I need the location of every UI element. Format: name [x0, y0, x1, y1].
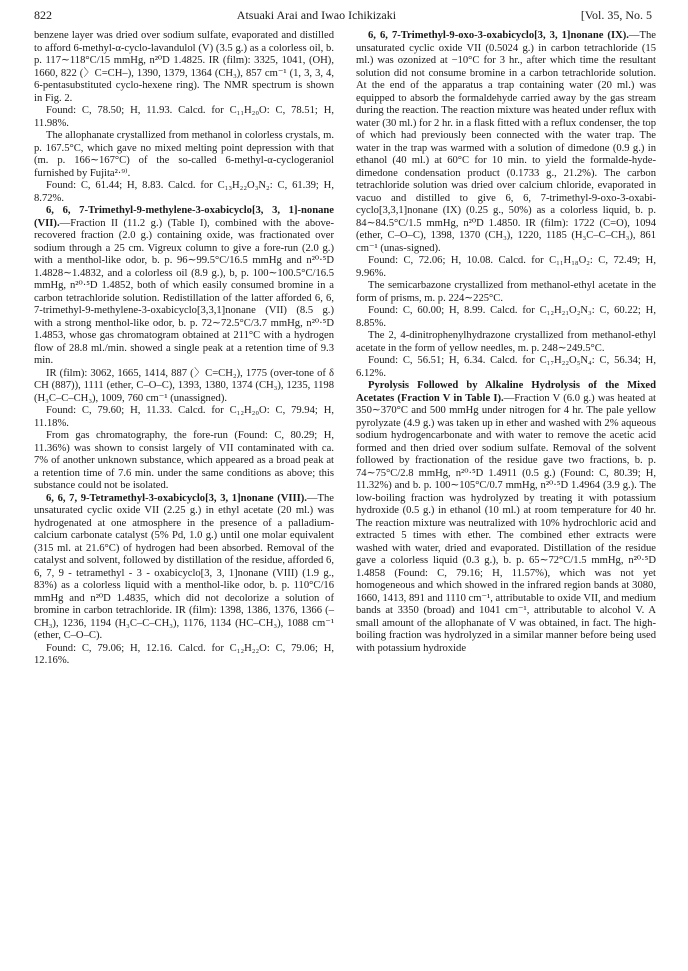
section-paragraph [356, 30, 656, 255]
paragraph: From gas chromatography, the fore-run (Found: C, 80.29; H, 11.36%) was shown to consist largely of VII contaminated with ca. 7% of another unknown substance, which appeared as a broad peak at a retention time of 7.6 min. under the same conditions as above; this substance could not be isolated. [34, 430, 334, 491]
paragraph: The allophanate crystallized from methanol in colorless crystals, m. p. 167.5°C, which gave no mixed melting point depression with that (m. p. 166∼167°C) of the so-called 6-methyl-α-cyclogeraniol furnished by Fujita²·⁹⁾. [34, 130, 334, 179]
analysis-line: Found: C, 79.06; H, 12.16. Calcd. for C₁₂H₂₂O: C, 79.06; H, 12.16%. [34, 642, 334, 666]
section-heading: 6, 6, 7-Trimethyl-9-oxo-3-oxabicyclo[3, 3, 1]nonane (IX). [368, 30, 629, 41]
left-column [34, 30, 334, 668]
running-header [34, 8, 652, 26]
paragraph: IR (film): 3062, 1665, 1414, 887 (〉C=CH₂), 1775 (over-tone of δ CH (887)), 1111 (ether, C–O–C), 1393, 1380, 1374 (CH₃), 1235, 1198 (H₃C–C–CH₃), 1009, 760 cm⁻¹ (unassigned). [34, 367, 334, 404]
author-line: Atsuaki Arai and Iwao Ichikizaki [236, 8, 397, 22]
section-text: —Fraction II (11.2 g.) (Table I), combined with the above-recovered fraction (2.0 g.) containing oxide, was fractionated over sodium through a 25 cm. Vigreux column to give a fore-run (2.0 g.) with a menthol-like odor, b. p. 96∼99.5°C/16.5 mmHg and n²⁰·⁵D 1.4828∼1.4832, and a colorless oil (8.9 g.), b, p. 100∼100.5°C/16.5 mmHg, n²⁰·⁵D 1.4852, both of which easily consumed bromine in a carbon tetrachloride solution. Redistillation of the latter afforded 6, 6, 7-trimethyl-9-methylene-3-oxabicyclo[3,3,1]nonane (VII) (8.5 g.) with a strong menthol-like odor, b. p. 72∼72.5°C/3.7 mmHg, n²⁰·⁵D 1.4853, whose gas chromatogram obtained at 211°C with a hydrogen flow of 28.8 ml./min. showed a single peak at a retention time of 9.3 min. [34, 217, 334, 366]
analysis-line: Found: C, 78.50; H, 11.93. Calcd. for C₁₁H₂₀O: C, 78.51; H, 11.98%. [34, 105, 334, 129]
section-heading: 6, 6, 7-Trimethyl-9-methylene-3-oxabicyclo[3, 3, 1]-nonane (VII). [34, 205, 334, 229]
section-text: —The unsaturated cyclic oxide VII (2.25 g.) in ethyl acetate (20 ml.) was hydrogenated at one atmosphere in the presence of a palladium-calcium carbonate catalyst (5% Pd, 1.0 g.) until one molar equivalent (315 ml. at 21.6°C) of hydrogen had been absorbed. Removal of the catalyst and solvent, followed by distillation of the residue, afforded 6, 6, 7, 9 - tetramethyl - 3 - oxabicyclo[3, 3, 1]nonane (VIII) (1.9 g., 83%) as a colorless liquid with a menthol-like odor, b. p. 110°C/16 mmHg and n²⁰D 1.4835, which did not decolorize a solution of bromine in carbon tetrachloride. IR (film): 1398, 1386, 1376, 1366 (–CH₃), 1236, 1194 (H₃C–C–CH₃), 1176, 1134 (HC–CH₃), 1088 cm⁻¹ (ether, C–O–C). [34, 492, 334, 641]
section-paragraph [34, 205, 334, 368]
volume-info: [Vol. 35, No. 5 [580, 8, 652, 22]
right-column [356, 30, 656, 655]
section-paragraph [356, 380, 656, 655]
page-number: 822 [34, 8, 52, 22]
paragraph: The 2, 4-dinitrophenylhydrazone crystallized from methanol-ethyl acetate in the form of yellow needles, m. p. 248∼249.5°C. [356, 330, 656, 354]
section-text: —The unsaturated cyclic oxide VII (0.5024 g.) in carbon tetrachloride (15 ml.) was ozonized at −10°C for 3 hr., after which time the resultant solution did not consume bromine in a carbon tetrachloride solution. At the end of the apparatus a trap containing water (20 ml.) was equipped to absorb the formaldehyde carried away by the gas stream during the reaction. The reaction mixture was heated under reflux with water (30 ml.) for 2 hr. in a flask fitted with a reflux condenser, the top of which had previously been connected with the water trap. The water in the trap was warmed with a solution of dimedone (0.9 g.) in ethanol (40 ml.) at 60°C for 10 min. to yield the formalde-hyde-dimedone condensation product (0.1733 g., 21.2%). The carbon tetrachloride solution was dried over calcium chloride, evaporated in vacuo and distilled to give 6, 6, 7-trimethyl-9-oxo-3-oxabi-cyclo[3,3,1]nonane (IX) (0.25 g., 50%) as a colorless liquid, b. p. 84∼84.5°C/1.5 mmHg, n²⁰D 1.4850. IR (film): 1722 (C=O), 1094 (ether, C–O–C), 1398, 1370 (CH₃), 1220, 1185 (H₃C–C–CH₃), 861 cm⁻¹ (unas-signed). [356, 30, 656, 254]
analysis-line: Found: C, 79.60; H, 11.33. Calcd. for C₁₂H₂₀O: C, 79.94; H, 11.18%. [34, 405, 334, 429]
section-heading: 6, 6, 7, 9-Tetramethyl-3-oxabicyclo[3, 3, 1]nonane (VIII). [46, 492, 307, 504]
section-heading: Pyrolysis Followed by Alkaline Hydrolysis of the Mixed Acetates (Fraction V in Table I). [356, 380, 656, 404]
paragraph: The semicarbazone crystallized from methanol-ethyl acetate in the form of prisms, m. p. 224∼225°C. [356, 280, 656, 304]
analysis-line: Found: C, 56.51; H, 6.34. Calcd. for C₁₇H₂₂O₅N₄: C, 56.34; H, 6.12%. [356, 355, 656, 379]
analysis-line: Found: C, 60.00; H, 8.99. Calcd. for C₁₂H₂₁O₂N₃: C, 60.22; H, 8.85%. [356, 305, 656, 329]
analysis-line: Found: C, 61.44; H, 8.83. Calcd. for C₁₃H₂₂O₃N₂: C, 61.39; H, 8.72%. [34, 180, 334, 204]
analysis-line: Found: C, 72.06; H, 10.08. Calcd. for C₁₁H₁₈O₂: C, 72.49; H, 9.96%. [356, 255, 656, 279]
section-text: —Fraction V (6.0 g.) was heated at 350∼370°C and 500 mmHg under nitrogen for 4 hr. The pale yellow pyrolyzate (4.9 g.) was taken up in ether and washed with 2% aqueous sodium hydrogencarbonate and with water to remove the acetic acid formed and then dried over sodium sulfate. Removal of the solvent followed by fractionation of the residue gave two fractions, b. p. 74∼75°C/2.8 mmHg, n²⁰·⁵D 1.4911 (0.5 g.) (Found: C, 80.39; H, 11.32%) and b. p. 100∼105°C/0.7 mmHg, n²⁰·⁵D 1.4964 (3.9 g.). The low-boiling fraction was hydrolyzed by treating it with potassium hydroxide (0.5 g.) in ethanol (10 ml.) at room temperature for 40 hr. The reaction mixture was neutralized with 10% hydrochloric acid and extracted 5 times with ether. The combined ether extracts were washed with water, dried and evaporated. Distillation of the residue gave a colorless liquid (0.3 g.), b. p. 65∼72°C/1.5 mmHg, n²⁰·⁵D 1.4858 (Found: C, 79.16; H, 11.57%), which was not yet homogeneous and which showed in the infrared region bands at 3080, 1660, 1413, 891 and 1110 cm⁻¹, attributable to oxide VII, and medium bands at 3350 (broad) and 1041 cm⁻¹, attributable to alcohol V. A small amount of the allophanate of V was obtained, in fact. The high-boiling fraction was hydrolyzed in a similar manner before being used with potassium hydroxide [356, 392, 656, 654]
section-paragraph [34, 493, 334, 643]
paragraph: benzene layer was dried over sodium sulfate, evaporated and distilled to afford 6-methyl-α-cyclo-lavandulol (V) (3.5 g.) as a colorless oil, b. p. 117∼118°C/15 mmHg, n²⁰D 1.4825. IR (film): 3325, 1041, (OH), 1660, 822 (〉C=CH–), 1390, 1379, 1364 (CH₃), 857 cm⁻¹ (1, 3, 3, 4, 6-pentasubstituted cyclo-hexene ring). The NMR spectrum is shown in Fig. 2. [34, 30, 334, 104]
